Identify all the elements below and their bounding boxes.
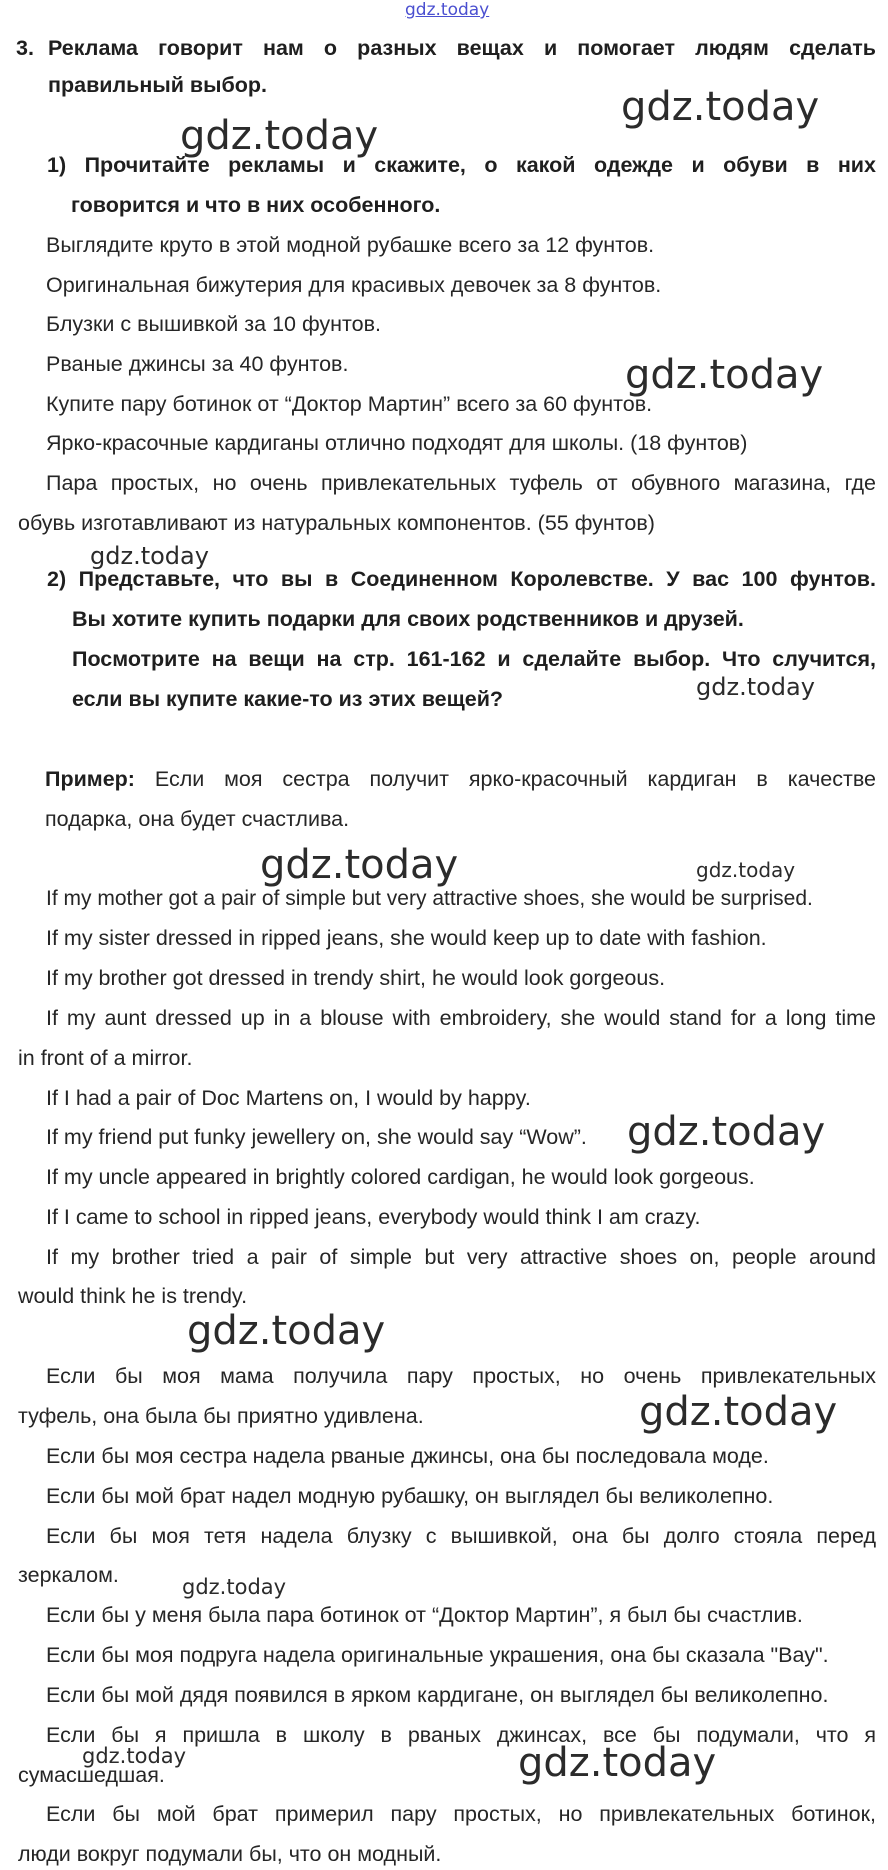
watermark: gdz.today xyxy=(696,673,815,701)
russian-line-10: Если бы я пришла в школу в рваных джинсах, все бы подумали, что я xyxy=(46,1723,876,1747)
watermark: gdz.today xyxy=(182,1575,287,1599)
ad-line-2: Оригинальная бижутерия для красивых девочек за 8 фунтов. xyxy=(46,273,662,297)
example-line-2: подарка, она будет счастлива. xyxy=(45,807,350,831)
russian-line-8: Если бы моя подруга надела оригинальные украшения, она бы сказала "Вау". xyxy=(46,1643,829,1667)
ad-line-1: Выглядите круто в этой модной рубашке всего за 12 фунтов. xyxy=(46,233,655,257)
watermark: gdz.today xyxy=(82,1744,187,1768)
watermark: gdz.today xyxy=(696,858,796,882)
watermark: gdz.today xyxy=(180,113,379,159)
russian-line-1: Если бы моя мама получила пару простых, но очень привлекательных xyxy=(46,1364,876,1388)
russian-line-13: люди вокруг подумали бы, что он модный. xyxy=(18,1842,442,1866)
task-number: 3. xyxy=(16,36,34,60)
part1-title-line-1: 1) Прочитайте рекламы и скажите, о какой одежде и обуви в них xyxy=(47,153,876,177)
english-line-5: in front of a mirror. xyxy=(18,1046,193,1070)
ad-line-4: Рваные джинсы за 40 фунтов. xyxy=(46,352,349,376)
header-link[interactable]: gdz.today xyxy=(405,0,490,20)
russian-line-12: Если бы мой брат примерил пару простых, но привлекательных ботинок, xyxy=(46,1802,876,1826)
english-line-6: If I had a pair of Doc Martens on, I would by happy. xyxy=(46,1086,531,1110)
english-line-2: If my sister dressed in ripped jeans, she would keep up to date with fashion. xyxy=(46,926,767,950)
ad-line-8: обувь изготавливают из натуральных компонентов. (55 фунтов) xyxy=(18,511,655,535)
watermark: gdz.today xyxy=(621,84,820,130)
watermark: gdz.today xyxy=(518,1740,717,1786)
russian-line-6: зеркалом. xyxy=(18,1563,119,1587)
english-line-3: If my brother got dressed in trendy shirt, he would look gorgeous. xyxy=(46,966,666,990)
example-text: Если моя сестра получит ярко-красочный кардиган в качестве xyxy=(134,767,876,791)
watermark: gdz.today xyxy=(625,352,824,398)
english-line-7: If my friend put funky jewellery on, she would say “Wow”. xyxy=(46,1125,587,1149)
part1-title-line-2: говорится и что в них особенного. xyxy=(71,193,441,217)
watermark: gdz.today xyxy=(90,542,209,570)
russian-line-11: сумасшедшая. xyxy=(18,1763,165,1787)
english-line-10: If my brother tried a pair of simple but very attractive shoes on, people around xyxy=(46,1245,876,1269)
english-line-9: If I came to school in ripped jeans, everybody would think I am crazy. xyxy=(46,1205,701,1229)
russian-line-5: Если бы моя тетя надела блузку с вышивкой, она бы долго стояла перед xyxy=(46,1524,876,1548)
ad-line-5: Купите пару ботинок от “Доктор Мартин” всего за 60 фунтов. xyxy=(46,392,653,416)
watermark: gdz.today xyxy=(627,1109,826,1155)
part2-title-line-1: 2) Представьте, что вы в Соединенном Королевстве. У вас 100 фунтов. xyxy=(47,567,876,591)
watermark: gdz.today xyxy=(260,842,459,888)
russian-line-2: туфель, она была бы приятно удивлена. xyxy=(18,1404,424,1428)
watermark: gdz.today xyxy=(639,1389,838,1435)
ad-line-6: Ярко-красочные кардиганы отлично подходят для школы. (18 фунтов) xyxy=(46,431,748,455)
russian-line-4: Если бы мой брат надел модную рубашку, он выглядел бы великолепно. xyxy=(46,1484,774,1508)
watermark: gdz.today xyxy=(187,1308,386,1354)
task-title-line-1: Реклама говорит нам о разных вещах и помогает людям сделать xyxy=(48,36,876,60)
part2-title-line-3: Посмотрите на вещи на стр. 161-162 и сделайте выбор. Что случится, xyxy=(72,647,876,671)
russian-line-7: Если бы у меня была пара ботинок от “Доктор Мартин”, я был бы счастлив. xyxy=(46,1603,803,1627)
english-line-11: would think he is trendy. xyxy=(18,1284,248,1308)
english-line-1: If my mother got a pair of simple but very attractive shoes, she would be surprised. xyxy=(46,887,813,910)
english-line-8: If my uncle appeared in brightly colored cardigan, he would look gorgeous. xyxy=(46,1165,755,1189)
russian-line-9: Если бы мой дядя появился в ярком кардигане, он выглядел бы великолепно. xyxy=(46,1683,829,1707)
example-label: Пример: xyxy=(45,767,135,791)
ad-line-3: Блузки с вышивкой за 10 фунтов. xyxy=(46,312,381,336)
example-line-1 xyxy=(45,764,876,794)
russian-line-3: Если бы моя сестра надела рваные джинсы, она бы последовала моде. xyxy=(46,1444,769,1468)
part2-title-line-2: Вы хотите купить подарки для своих родственников и друзей. xyxy=(72,607,744,631)
ad-line-7: Пара простых, но очень привлекательных туфель от обувного магазина, где xyxy=(46,471,876,495)
part2-title-line-4: если вы купите какие-то из этих вещей? xyxy=(72,687,504,711)
english-line-4: If my aunt dressed up in a blouse with embroidery, she would stand for a long time xyxy=(46,1006,876,1030)
task-title-line-2: правильный выбор. xyxy=(48,73,268,97)
